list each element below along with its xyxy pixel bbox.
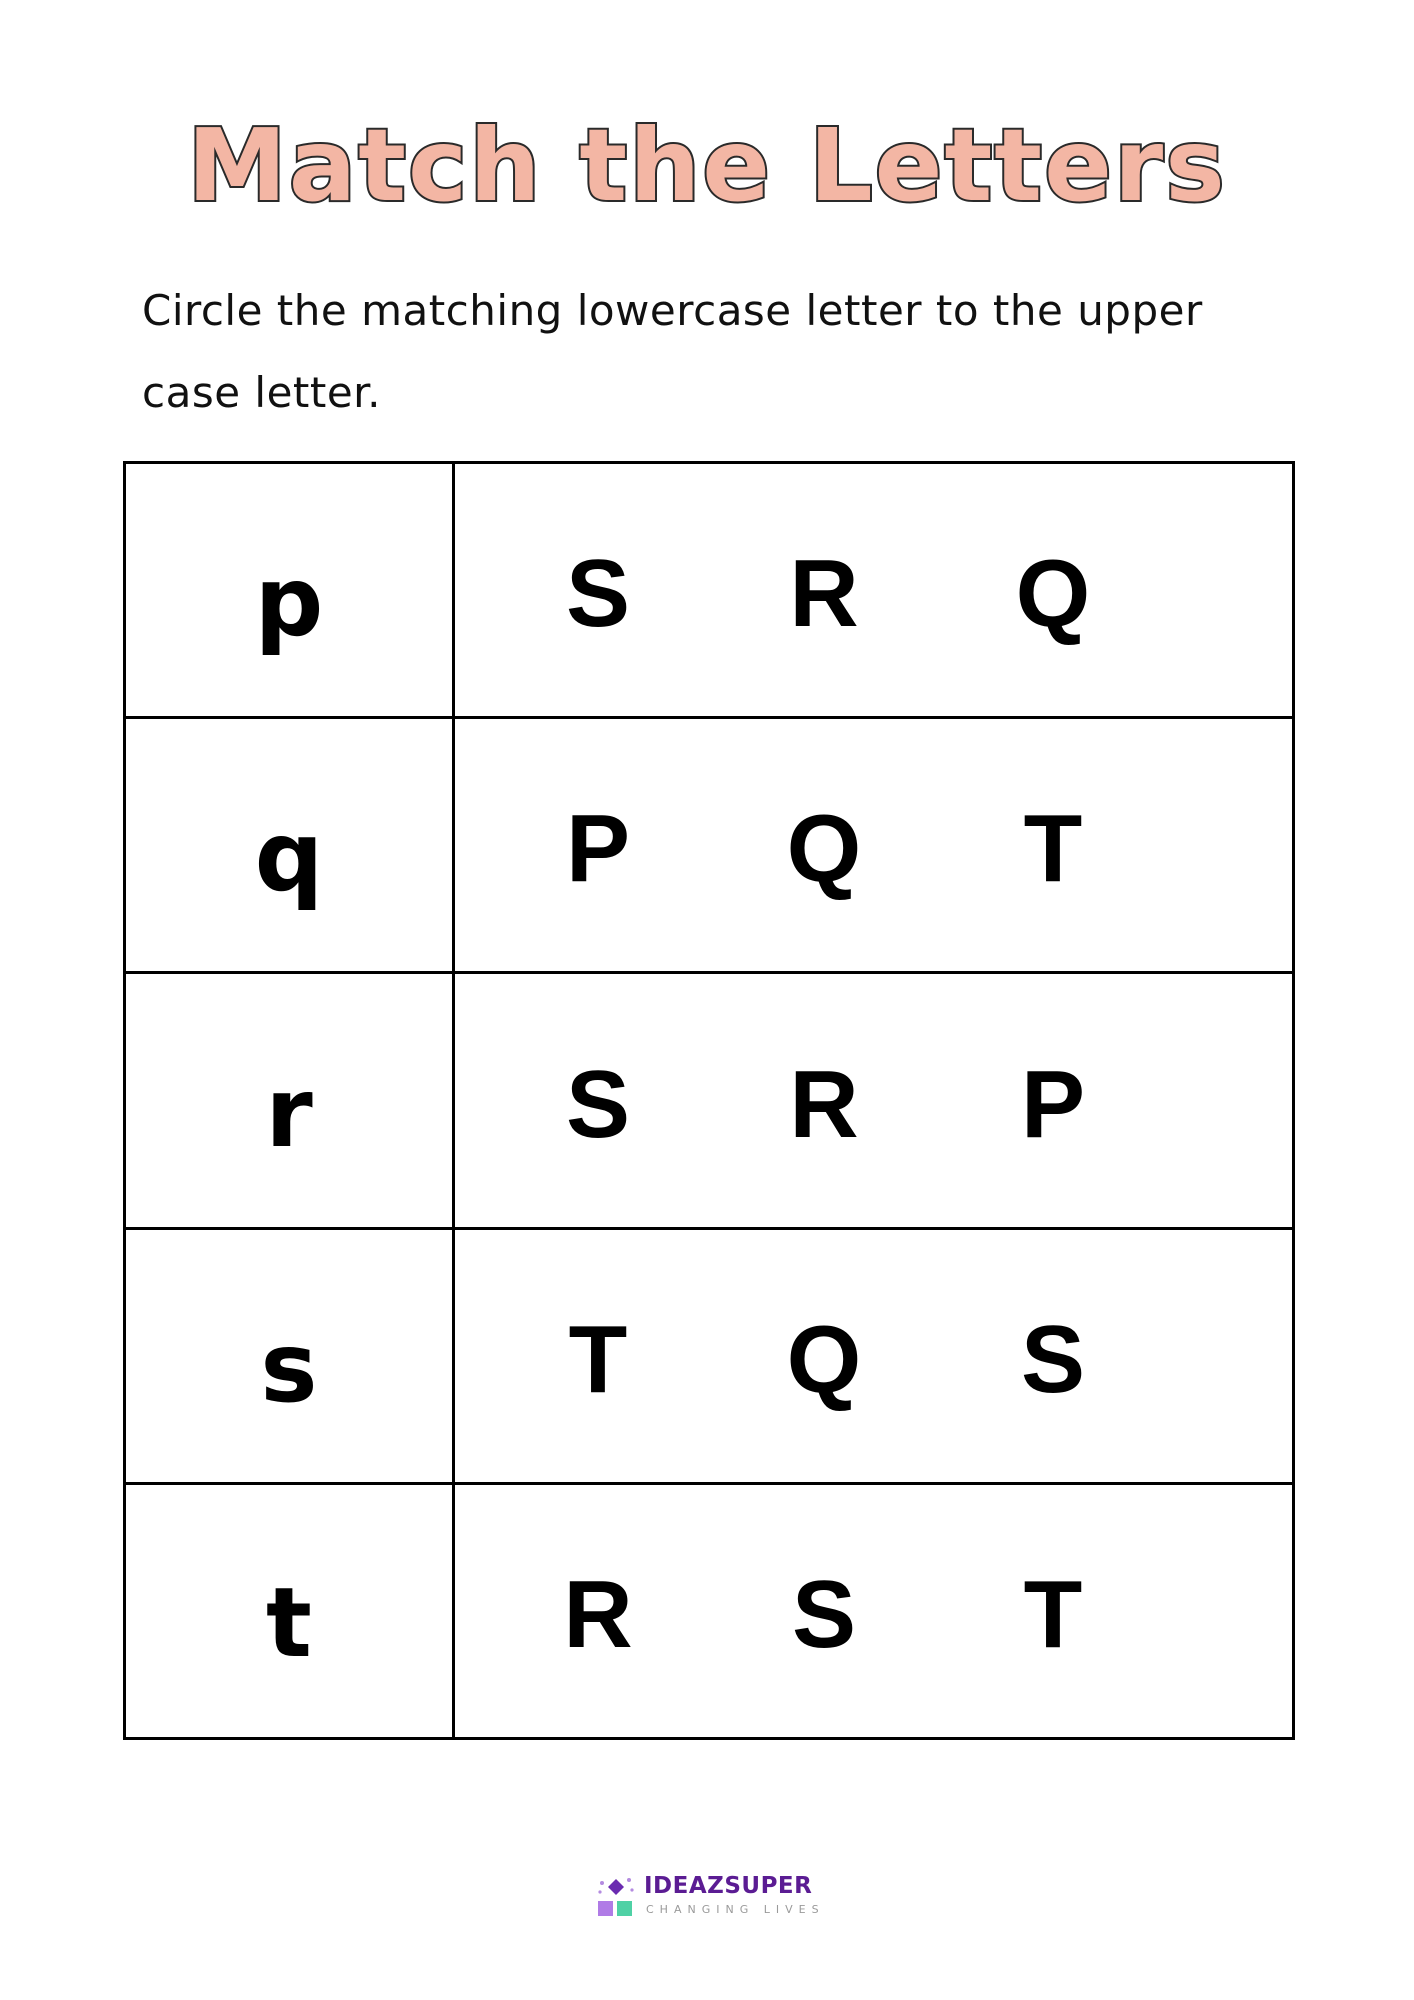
lowercase-letter: q (126, 719, 455, 971)
uppercase-option[interactable]: Q (786, 1305, 862, 1413)
brand-logo (596, 1873, 836, 1921)
table-row (126, 974, 1292, 1229)
uppercase-option[interactable]: T (1023, 1560, 1083, 1668)
uppercase-option[interactable]: P (565, 795, 631, 903)
options-cell (455, 1230, 1292, 1482)
table-row (126, 1230, 1292, 1485)
uppercase-option[interactable]: S (1020, 1305, 1086, 1413)
uppercase-option[interactable]: R (789, 1050, 859, 1158)
instruction-text: Circle the matching lowercase letter to the upper case letter. (142, 286, 1203, 417)
uppercase-option[interactable]: S (791, 1560, 857, 1668)
brand-name: IDEAZSUPER (644, 1873, 813, 1899)
lowercase-letter: t (126, 1485, 455, 1737)
uppercase-option[interactable]: T (1023, 795, 1083, 903)
options-cell (455, 974, 1292, 1226)
lowercase-letter: s (126, 1230, 455, 1482)
options-cell (455, 464, 1292, 716)
brand-tagline: CHANGING LIVES (646, 1903, 825, 1916)
worksheet-title (0, 100, 1414, 230)
lowercase-letter: p (126, 464, 455, 716)
options-cell (455, 719, 1292, 971)
uppercase-option[interactable]: S (565, 539, 631, 647)
uppercase-option[interactable]: R (789, 539, 859, 647)
uppercase-option[interactable]: R (563, 1560, 633, 1668)
table-row (126, 464, 1292, 719)
uppercase-option[interactable]: T (568, 1305, 628, 1413)
uppercase-option[interactable]: Q (786, 795, 862, 903)
matching-table (123, 461, 1295, 1740)
lowercase-letter: r (126, 974, 455, 1226)
brand-mark-icon (596, 1875, 636, 1919)
table-row (126, 719, 1292, 974)
uppercase-option[interactable]: S (565, 1050, 631, 1158)
uppercase-option[interactable]: P (1020, 1050, 1086, 1158)
uppercase-option[interactable]: Q (1015, 539, 1091, 647)
table-row (126, 1485, 1292, 1737)
options-cell (455, 1485, 1292, 1737)
title-text: Match the Letters (187, 107, 1227, 224)
